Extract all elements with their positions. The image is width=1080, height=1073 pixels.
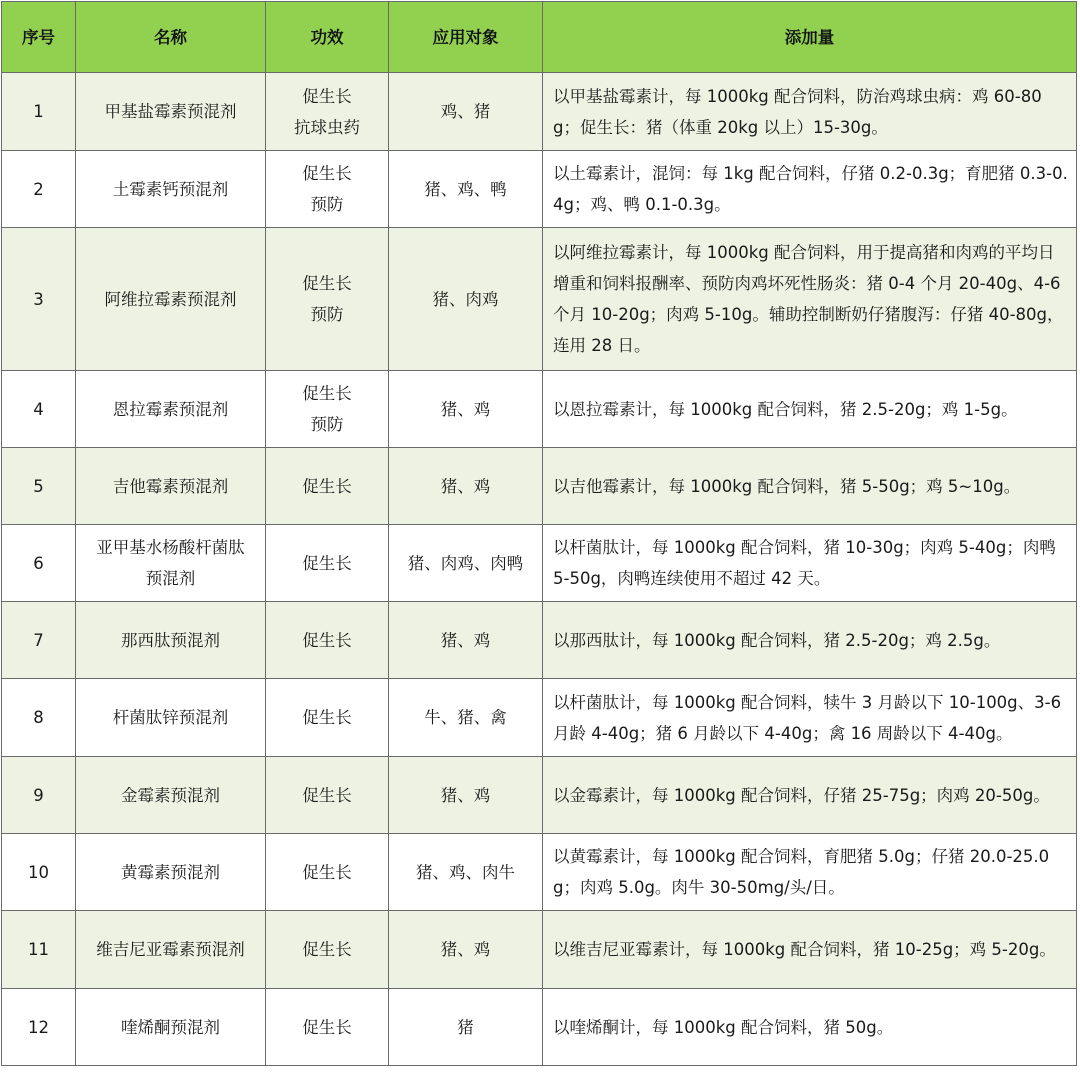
cell-no: 2 <box>2 151 76 228</box>
table-row <box>2 602 1077 679</box>
cell-name: 吉他霉素预混剂 <box>76 448 266 525</box>
cell-effect: 促生长 <box>266 679 389 757</box>
table-row <box>2 525 1077 602</box>
cell-no: 8 <box>2 679 76 757</box>
table-row <box>2 151 1077 228</box>
cell-target: 猪、鸡 <box>389 911 543 989</box>
header-name: 名称 <box>76 2 266 73</box>
cell-name: 土霉素钙预混剂 <box>76 151 266 228</box>
cell-target: 猪、鸡、鸭 <box>389 151 543 228</box>
cell-dosage: 以黄霉素计，每 1000kg 配合饲料，育肥猪 5.0g；仔猪 20.0-25.0g；肉鸡 5.0g。肉牛 30-50mg/头/日。 <box>543 834 1077 911</box>
cell-name: 甲基盐霉素预混剂 <box>76 73 266 151</box>
cell-target: 猪 <box>389 989 543 1066</box>
cell-dosage: 以吉他霉素计，每 1000kg 配合饲料，猪 5-50g；鸡 5~10g。 <box>543 448 1077 525</box>
cell-name: 黄霉素预混剂 <box>76 834 266 911</box>
table-row <box>2 448 1077 525</box>
cell-dosage: 以杆菌肽计，每 1000kg 配合饲料，猪 10-30g；肉鸡 5-40g；肉鸭 5-50g，肉鸭连续使用不超过 42 天。 <box>543 525 1077 602</box>
table-row <box>2 679 1077 757</box>
cell-no: 10 <box>2 834 76 911</box>
cell-effect: 促生长 <box>266 911 389 989</box>
table-row <box>2 228 1077 371</box>
cell-dosage: 以杆菌肽计，每 1000kg 配合饲料，犊牛 3 月龄以下 10-100g、3-6 月龄 4-40g；猪 6 月龄以下 4-40g；禽 16 周龄以下 4-40g。 <box>543 679 1077 757</box>
cell-no: 11 <box>2 911 76 989</box>
cell-effect: 促生长 <box>266 989 389 1066</box>
cell-dosage: 以甲基盐霉素计，每 1000kg 配合饲料，防治鸡球虫病：鸡 60-80g；促生长：猪（体重 20kg 以上）15-30g。 <box>543 73 1077 151</box>
cell-effect: 促生长 <box>266 525 389 602</box>
header-dosage: 添加量 <box>543 2 1077 73</box>
cell-effect: 促生长 <box>266 448 389 525</box>
cell-no: 9 <box>2 757 76 834</box>
cell-name: 恩拉霉素预混剂 <box>76 371 266 448</box>
cell-effect: 促生长 <box>266 834 389 911</box>
table-row <box>2 989 1077 1066</box>
cell-dosage: 以维吉尼亚霉素计，每 1000kg 配合饲料，猪 10-25g；鸡 5-20g。 <box>543 911 1077 989</box>
cell-target: 猪、鸡 <box>389 371 543 448</box>
cell-name: 那西肽预混剂 <box>76 602 266 679</box>
cell-dosage: 以阿维拉霉素计，每 1000kg 配合饲料，用于提高猪和肉鸡的平均日增重和饲料报酬率、预防肉鸡坏死性肠炎：猪 0-4 个月 20-40g、4-6 个月 10-20g；肉鸡 5-10g。辅助控制断奶仔猪腹泻：仔猪 40-80g，连用 28 日。 <box>543 228 1077 371</box>
table-row <box>2 834 1077 911</box>
cell-target: 猪、鸡 <box>389 602 543 679</box>
cell-target: 猪、鸡 <box>389 448 543 525</box>
table-row <box>2 73 1077 151</box>
table-row <box>2 757 1077 834</box>
cell-no: 5 <box>2 448 76 525</box>
cell-effect: 促生长 预防 <box>266 228 389 371</box>
cell-no: 4 <box>2 371 76 448</box>
cell-no: 3 <box>2 228 76 371</box>
cell-dosage: 以土霉素计，混饲：每 1kg 配合饲料，仔猪 0.2-0.3g；育肥猪 0.3-0.4g；鸡、鸭 0.1-0.3g。 <box>543 151 1077 228</box>
header-effect: 功效 <box>266 2 389 73</box>
cell-dosage: 以恩拉霉素计，每 1000kg 配合饲料，猪 2.5-20g；鸡 1-5g。 <box>543 371 1077 448</box>
table-body <box>2 73 1077 1066</box>
cell-name: 维吉尼亚霉素预混剂 <box>76 911 266 989</box>
cell-name: 杆菌肽锌预混剂 <box>76 679 266 757</box>
cell-name: 金霉素预混剂 <box>76 757 266 834</box>
cell-no: 12 <box>2 989 76 1066</box>
cell-target: 猪、肉鸡、肉鸭 <box>389 525 543 602</box>
cell-no: 6 <box>2 525 76 602</box>
cell-effect: 促生长 抗球虫药 <box>266 73 389 151</box>
table-row <box>2 911 1077 989</box>
cell-name: 阿维拉霉素预混剂 <box>76 228 266 371</box>
feed-additive-table <box>1 1 1077 1066</box>
cell-no: 7 <box>2 602 76 679</box>
table-row <box>2 371 1077 448</box>
cell-name: 喹烯酮预混剂 <box>76 989 266 1066</box>
cell-target: 鸡、猪 <box>389 73 543 151</box>
cell-effect: 促生长 <box>266 757 389 834</box>
cell-target: 牛、猪、禽 <box>389 679 543 757</box>
header-target: 应用对象 <box>389 2 543 73</box>
cell-name: 亚甲基水杨酸杆菌肽 预混剂 <box>76 525 266 602</box>
cell-dosage: 以喹烯酮计，每 1000kg 配合饲料，猪 50g。 <box>543 989 1077 1066</box>
cell-target: 猪、鸡、肉牛 <box>389 834 543 911</box>
cell-no: 1 <box>2 73 76 151</box>
cell-effect: 促生长 预防 <box>266 151 389 228</box>
cell-effect: 促生长 <box>266 602 389 679</box>
cell-target: 猪、肉鸡 <box>389 228 543 371</box>
cell-target: 猪、鸡 <box>389 757 543 834</box>
cell-dosage: 以那西肽计，每 1000kg 配合饲料，猪 2.5-20g；鸡 2.5g。 <box>543 602 1077 679</box>
cell-effect: 促生长 预防 <box>266 371 389 448</box>
cell-dosage: 以金霉素计，每 1000kg 配合饲料，仔猪 25-75g；肉鸡 20-50g。 <box>543 757 1077 834</box>
table-header-row <box>2 2 1077 73</box>
header-no: 序号 <box>2 2 76 73</box>
